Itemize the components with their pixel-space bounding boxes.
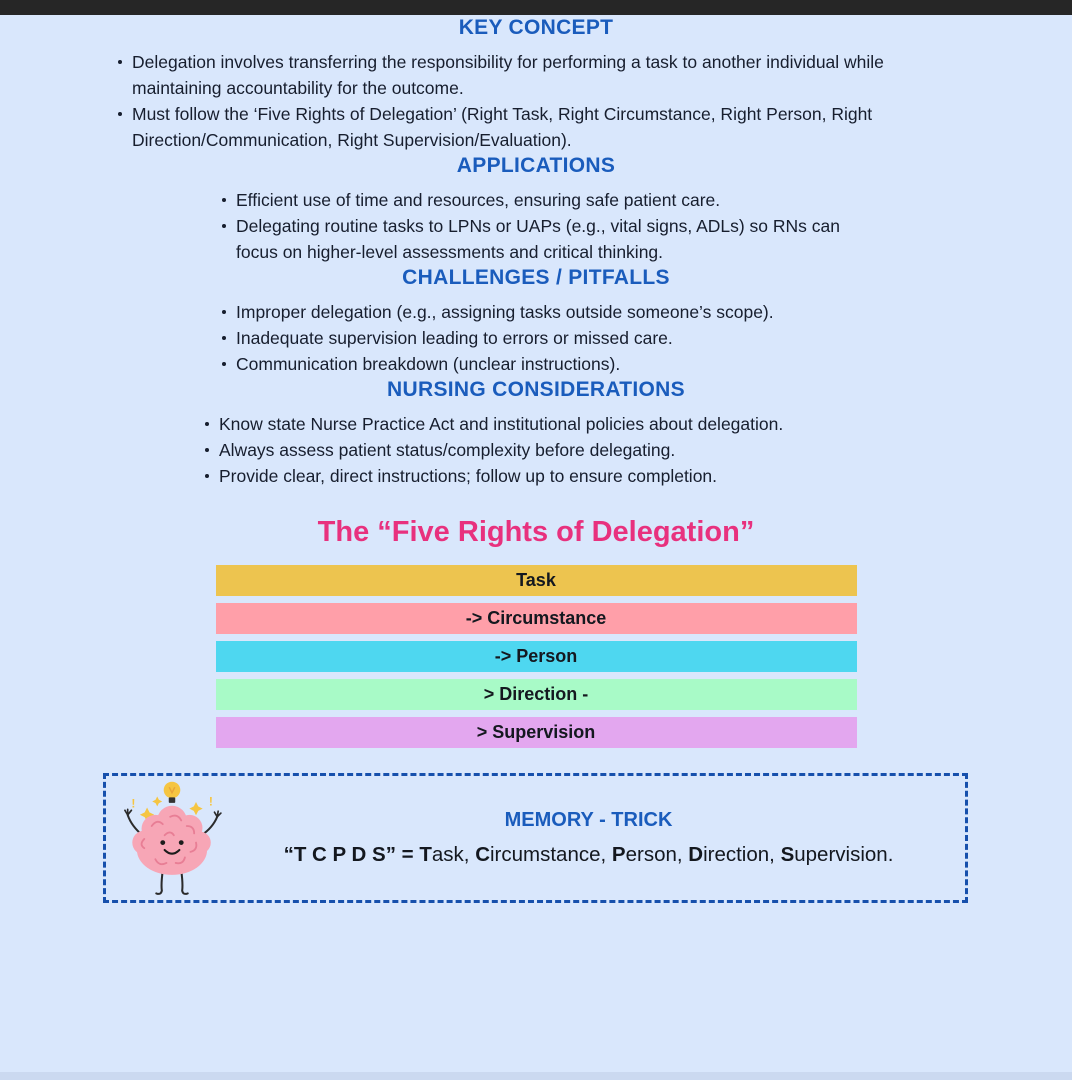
bullet-text: Know state Nurse Practice Act and institutional policies about delegation. <box>219 414 784 434</box>
memory-trick-text <box>238 841 939 869</box>
section-heading-key-concept: KEY CONCEPT <box>458 16 614 39</box>
bullet-item <box>205 437 925 463</box>
bullet-item <box>205 463 925 489</box>
five-rights-bar-list <box>216 565 857 748</box>
bullet-text: Communication breakdown (unclear instructions). <box>236 354 621 374</box>
word-rest: erson, <box>625 843 689 866</box>
word-rest: upervision. <box>794 843 894 866</box>
five-rights-bar-supervision <box>216 717 857 748</box>
bullet-list-challenges <box>222 299 902 377</box>
word-initial: D <box>688 843 704 866</box>
bullet-dot-icon <box>222 325 236 351</box>
word-initial: P <box>611 843 626 866</box>
bullet-dot-icon <box>118 101 132 127</box>
word-initial: S <box>780 843 795 866</box>
bullet-item <box>205 411 925 437</box>
bullet-text: Must follow the ‘Five Rights of Delegation’ (Right Task, Right Circumstance, Right Person, Right Direction/Communication, Right Supervision/Evaluation). <box>132 104 873 150</box>
section-heading-challenges: CHALLENGES / PITFALLS <box>402 266 670 289</box>
bullet-list-key-concept <box>118 49 952 153</box>
bullet-dot-icon <box>205 411 219 437</box>
memory-trick-box <box>103 773 968 903</box>
bullet-text: Always assess patient status/complexity before delegating. <box>219 440 676 460</box>
bar-label: > Supervision <box>476 722 596 742</box>
top-dark-bar <box>0 0 1072 15</box>
five-rights-bar-direction <box>216 679 857 710</box>
bullet-list-applications <box>222 187 862 265</box>
svg-text:!: ! <box>208 794 213 809</box>
bullet-item <box>222 351 902 377</box>
bullet-item <box>222 325 902 351</box>
bullet-item <box>118 101 952 153</box>
memory-trick-heading: MEMORY - TRICK <box>504 809 673 831</box>
section-heading-applications: APPLICATIONS <box>456 154 616 177</box>
bullet-text: Delegating routine tasks to LPNs or UAPs (e.g., vital signs, ADLs) so RNs can focus on higher-level assessments and critical thinking. <box>236 216 841 262</box>
bar-label: Task <box>516 570 556 590</box>
word-rest: ask, <box>431 843 476 866</box>
five-rights-bar-task <box>216 565 857 596</box>
bullet-dot-icon <box>222 299 236 325</box>
bottom-edge-strip <box>0 1072 1072 1080</box>
bullet-text: Delegation involves transferring the responsibility for performing a task to another individual while maintaining accountability for the outcome. <box>132 52 884 98</box>
bullet-item <box>222 187 862 213</box>
word-rest: irection, <box>703 843 781 866</box>
bullet-list-nursing <box>205 411 925 489</box>
bullet-dot-icon <box>222 213 236 239</box>
word-rest: ircumstance, <box>490 843 612 866</box>
bullet-dot-icon <box>222 187 236 213</box>
bullet-text: Efficient use of time and resources, ensuring safe patient care. <box>236 190 721 210</box>
bar-label: -> Circumstance <box>465 608 607 628</box>
word-initial: T <box>419 843 432 866</box>
brain-with-lightbulb-icon <box>106 778 238 898</box>
bullet-dot-icon <box>118 49 132 75</box>
bullet-text: Inadequate supervision leading to errors or missed care. <box>236 328 673 348</box>
five-rights-bar-person <box>216 641 857 672</box>
bullet-dot-icon <box>222 351 236 377</box>
word-initial: C <box>475 843 490 866</box>
bar-label: -> Person <box>494 646 578 666</box>
bar-label: > Direction - <box>483 684 589 704</box>
bullet-item <box>118 49 952 101</box>
section-heading-nursing: NURSING CONSIDERATIONS <box>387 378 685 401</box>
bullet-dot-icon <box>205 463 219 489</box>
bullet-text: Improper delegation (e.g., assigning tasks outside someone’s scope). <box>236 302 774 322</box>
bullet-text: Provide clear, direct instructions; follow up to ensure completion. <box>219 466 718 486</box>
svg-text:!: ! <box>131 796 136 811</box>
content-area <box>0 15 1072 903</box>
bullet-dot-icon <box>205 437 219 463</box>
five-rights-title: The “Five Rights of Delegation” <box>317 516 755 548</box>
bullet-item <box>222 213 862 265</box>
bullet-item <box>222 299 902 325</box>
memory-trick-content <box>238 807 965 869</box>
mnemonic-letters: “T C P D S” = <box>283 843 420 866</box>
five-rights-bar-circumstance <box>216 603 857 634</box>
